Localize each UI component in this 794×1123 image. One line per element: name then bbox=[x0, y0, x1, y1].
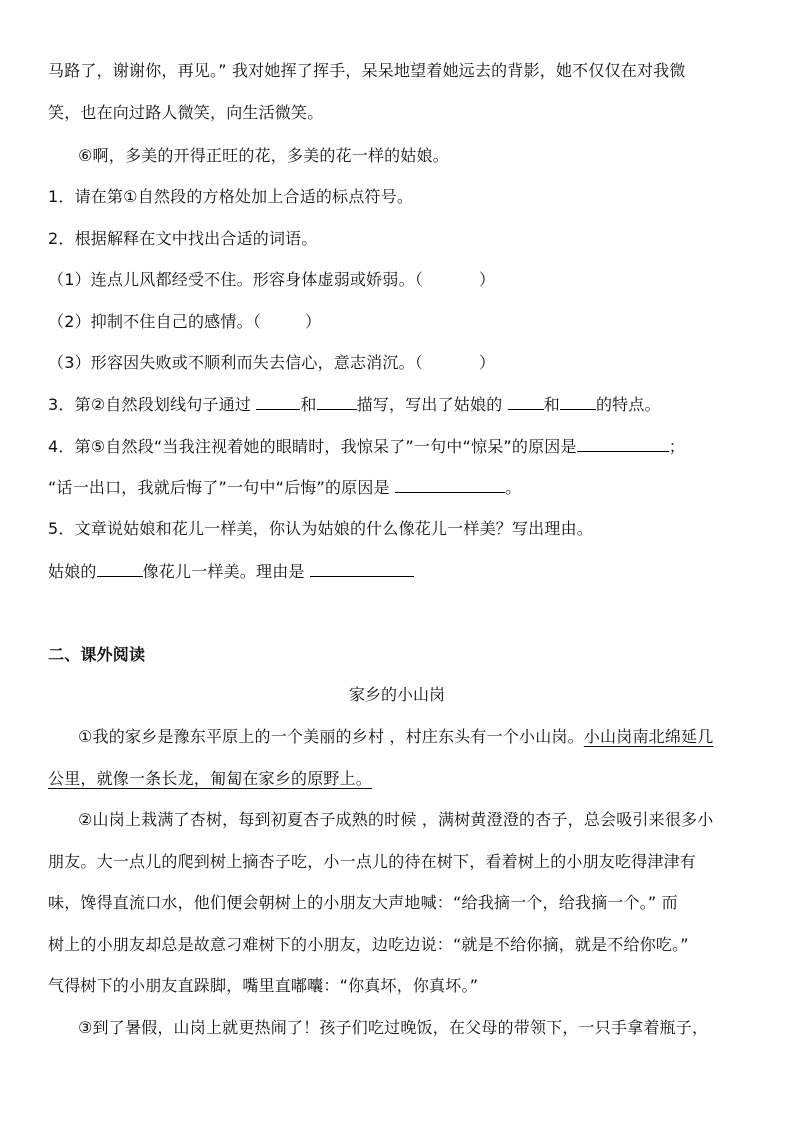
question-5: 5．文章说姑娘和花儿一样美，你认为姑娘的什么像花儿一样美？写出理由。 bbox=[48, 519, 593, 538]
section-heading: 二、课外阅读 bbox=[48, 645, 146, 664]
question-2-3: （3）形容因失败或不顺利而失去信心，意志消沉。（ ） bbox=[48, 353, 496, 372]
paragraph-2-line: 树上的小朋友却总是故意刁难树下的小朋友，边吃边说：“就是不给你摘，就是不给你吃。” bbox=[48, 935, 689, 954]
answer-blank[interactable] bbox=[310, 561, 414, 577]
paragraph-2: ②山岗上栽满了杏树，每到初夏杏子成熟的时候 ，满树黄澄澄的杏子，总会吸引来很多小 bbox=[78, 810, 714, 829]
paragraph-2-line: 气得树下的小朋友直跺脚，嘴里直嘟囔：“你真坏，你真坏。” bbox=[48, 976, 479, 995]
question-2-2: （2）抑制不住自己的感情。（ ） bbox=[48, 312, 322, 331]
question-2: 2．根据解释在文中找出合适的词语。 bbox=[48, 229, 318, 248]
passage-title: 家乡的小山岗 bbox=[348, 685, 445, 704]
paragraph-3: ③到了暑假，山岗上就更热闹了！孩子们吃过晚饭，在父母的带领下，一只手拿着瓶子， bbox=[78, 1018, 709, 1037]
answer-blank[interactable] bbox=[97, 561, 143, 577]
paragraph-2-line: 味，馋得直流口水，他们便会朝树上的小朋友大声地喊：“给我摘一个，给我摘一个。” 而 bbox=[48, 893, 678, 912]
question-4: 4．第⑤自然段“当我注视着她的眼睛时，我惊呆了”一句中“惊呆”的原因是 ； bbox=[48, 437, 685, 456]
answer-blank[interactable] bbox=[577, 436, 669, 452]
question-2-1: （1）连点儿风都经受不住。形容身体虚弱或娇弱。（ ） bbox=[48, 270, 496, 289]
question-5-answer: 姑娘的 像花儿一样美。理由是 bbox=[48, 561, 768, 583]
passage-line: 笑，也在向过路人微笑，向生活微笑。 bbox=[48, 103, 324, 122]
question-4-cont: “话一出口，我就后悔了”一句中“后悔”的原因是 。 bbox=[48, 478, 522, 497]
underlined-sentence: 小山岗南北绵延几 bbox=[583, 727, 714, 746]
paragraph-6: ⑥啊，多美的开得正旺的花，多美的花一样的姑娘。 bbox=[78, 146, 449, 165]
answer-blank[interactable] bbox=[317, 394, 357, 410]
passage-line: 马路了，谢谢你，再见。” 我对她挥了挥手，呆呆地望着她远去的背影，她不仅仅在对我微 bbox=[48, 61, 686, 80]
question-1: 1．请在第①自然段的方格处加上合适的标点符号。 bbox=[48, 187, 414, 206]
paragraph-2-line: 朋友。大一点儿的爬到树上摘杏子吃，小一点儿的待在树下，看着树上的小朋友吃得津津有 bbox=[48, 852, 697, 871]
answer-blank[interactable] bbox=[508, 394, 544, 410]
answer-blank[interactable] bbox=[256, 394, 300, 410]
answer-blank[interactable] bbox=[560, 394, 596, 410]
underlined-sentence: 公里，就像一条长龙，匍匐在家乡的原野上。 bbox=[48, 769, 373, 788]
paragraph-1: ①我的家乡是豫东平原上的一个美丽的乡村 ，村庄东头有一个小山岗。小山岗南北绵延几 bbox=[78, 727, 714, 746]
answer-blank[interactable] bbox=[395, 477, 505, 493]
question-3: 3．第②自然段划线句子通过 和 描写，写出了姑娘的 和 的特点。 bbox=[48, 395, 661, 414]
paragraph-1-cont bbox=[48, 768, 768, 790]
